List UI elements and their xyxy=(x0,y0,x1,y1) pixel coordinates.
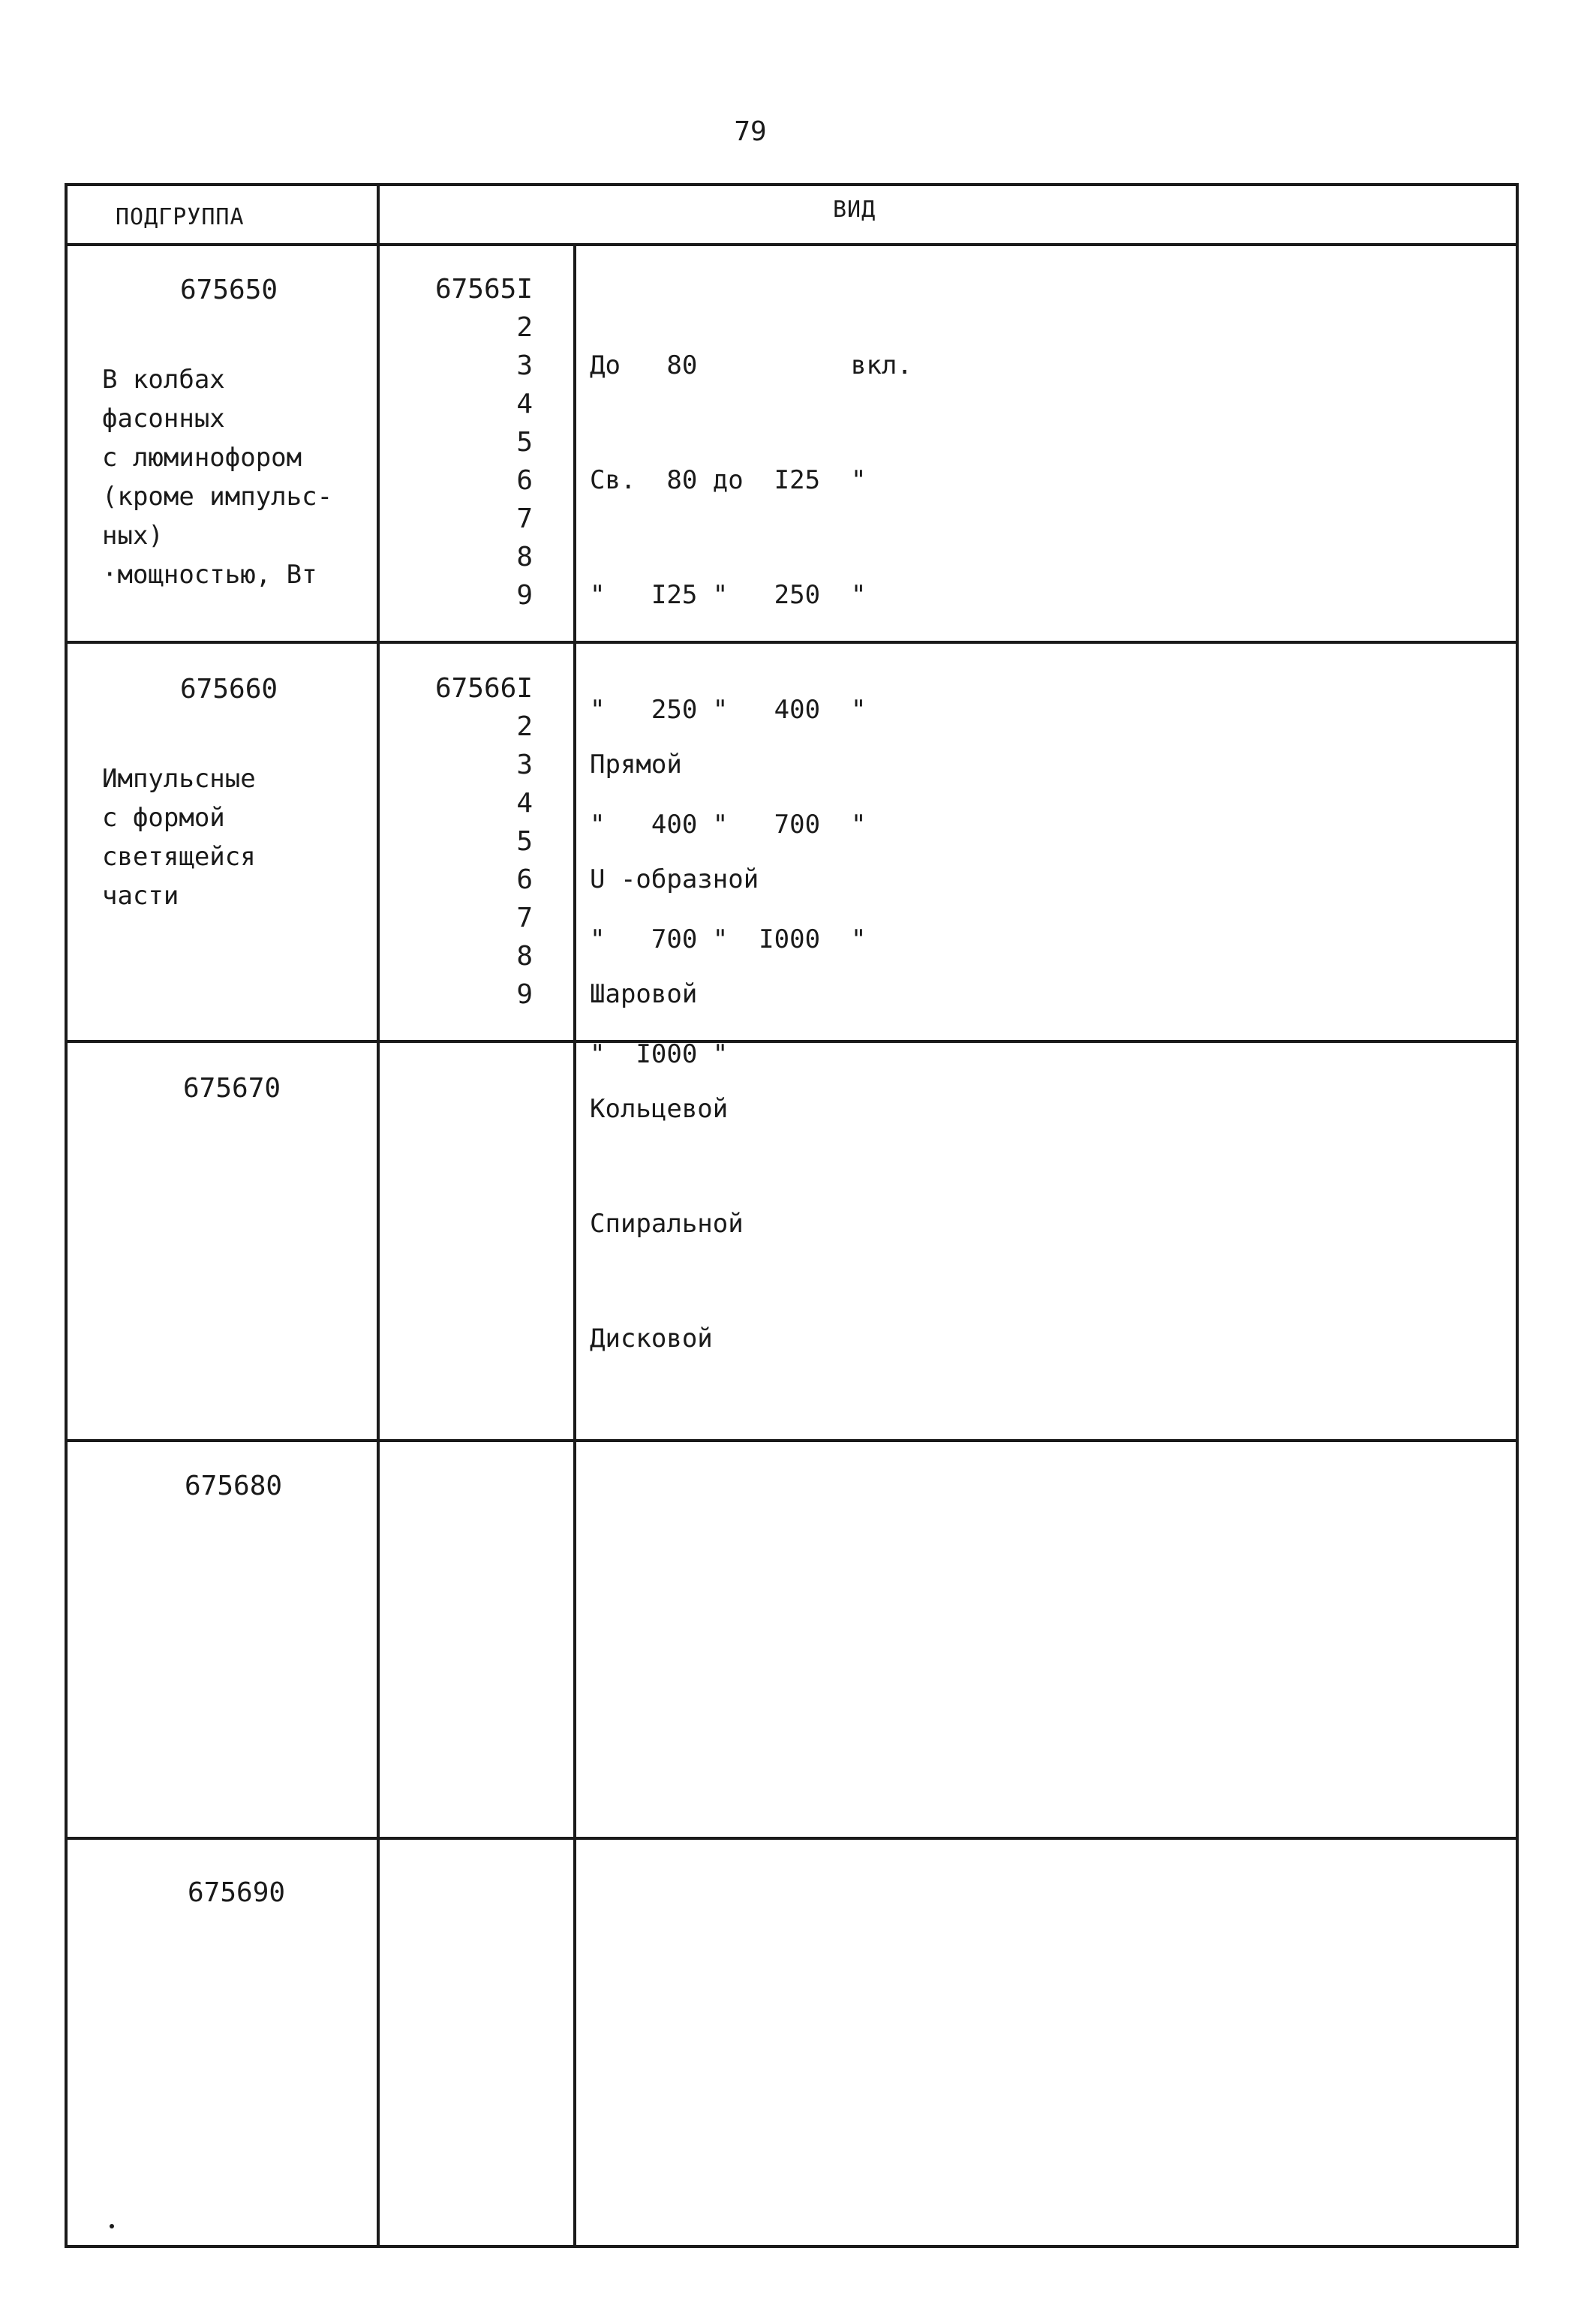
kind-number: 7 xyxy=(516,903,533,933)
kind-number: 6 xyxy=(516,864,533,895)
header-divider xyxy=(68,243,1516,246)
kind-item: Спиральной xyxy=(590,1209,744,1239)
subgroup-code: 675660 xyxy=(180,674,278,705)
subgroup-description: Импульсные с формой светящейся части xyxy=(102,764,256,911)
kind-number: 2 xyxy=(516,312,533,343)
kind-item: До 80 вкл. xyxy=(590,350,912,380)
kind-item: U -образной xyxy=(590,864,759,894)
column-divider-kind xyxy=(573,243,576,2245)
row-divider xyxy=(68,1439,1516,1442)
kind-item: Дисковой xyxy=(590,1324,713,1354)
subgroup-description: В колбах фасонных с люминофором (кроме импульс- ных) ·мощностью, Вт xyxy=(102,365,333,590)
kind-number: 5 xyxy=(516,427,533,458)
kind-number: 7 xyxy=(516,503,533,534)
kind-number: 5 xyxy=(516,826,533,857)
kind-item: " 700 " I000 " xyxy=(590,924,867,954)
kind-item: " I000 " xyxy=(590,1039,729,1069)
kind-number: 8 xyxy=(516,542,533,572)
kind-number: 2 xyxy=(516,711,533,742)
kind-item: Прямой xyxy=(590,750,682,780)
kind-item: Кольцевой xyxy=(590,1094,729,1124)
kind-list xyxy=(590,669,759,1435)
classification-table xyxy=(65,183,1519,2248)
kind-item: Св. 80 до I25 " xyxy=(590,465,867,495)
kind-item: " 400 " 700 " xyxy=(590,810,867,840)
subgroup-code: 675670 xyxy=(183,1073,281,1104)
kind-number: 4 xyxy=(516,389,533,419)
kind-number: 9 xyxy=(516,580,533,611)
stray-mark xyxy=(110,2224,114,2228)
kind-number: 8 xyxy=(516,941,533,972)
kind-number: 3 xyxy=(516,350,533,381)
kind-number: 3 xyxy=(516,750,533,780)
subgroup-code: 675680 xyxy=(185,1471,283,1501)
row-divider xyxy=(68,1837,1516,1840)
kind-number: 4 xyxy=(516,788,533,819)
page-number: 79 xyxy=(734,116,767,147)
kind-number: 67566I xyxy=(434,673,533,704)
kind-numbers xyxy=(353,669,533,1014)
kind-number: 6 xyxy=(516,465,533,496)
kind-item: " 250 " 400 " xyxy=(590,695,867,725)
subgroup-code: 675690 xyxy=(188,1877,286,1908)
header-subgroup: ПОДГРУППА xyxy=(116,204,245,230)
kind-number: 67565I xyxy=(434,274,533,305)
kind-item: Шаровой xyxy=(590,979,698,1009)
kind-number: 9 xyxy=(516,979,533,1010)
header-kind: ВИД xyxy=(833,197,876,223)
subgroup-code: 675650 xyxy=(180,275,278,305)
kind-numbers xyxy=(353,270,533,615)
kind-item: " I25 " 250 " xyxy=(590,580,867,610)
